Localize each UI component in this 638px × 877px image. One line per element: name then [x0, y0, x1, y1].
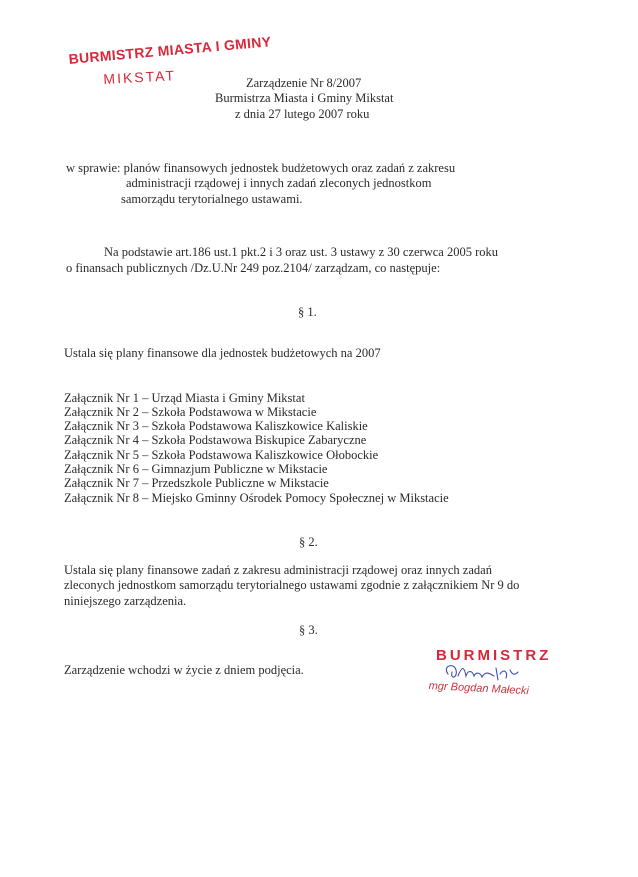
attachment-item: Załącznik Nr 7 – Przedszkole Publiczne w Mikstacie: [64, 476, 329, 490]
subject-line-3: samorządu terytorialnego ustawami.: [121, 192, 303, 206]
signature-stamp-title: BURMISTRZ: [436, 647, 552, 664]
subject-line-1: w sprawie: planów finansowych jednostek budżetowych oraz zadań z zakresu: [66, 161, 456, 175]
attachment-item: Załącznik Nr 8 – Miejsko Gminny Ośrodek Pomocy Społecznej w Mikstacie: [64, 491, 449, 505]
stamp-town-name: MIKSTAT: [103, 67, 177, 87]
signatory-name: mgr Bogdan Małecki: [428, 680, 530, 698]
attachment-item: Załącznik Nr 3 – Szkoła Podstawowa Kaliszkowice Kaliskie: [64, 419, 368, 433]
document-number: Zarządzenie Nr 8/2007: [246, 76, 362, 90]
attachment-item: Załącznik Nr 6 – Gimnazjum Publiczne w Mikstacie: [64, 462, 328, 476]
section-1-intro: Ustala się plany finansowe dla jednostek budżetowych na 2007: [64, 346, 381, 360]
attachment-item: Załącznik Nr 2 – Szkoła Podstawowa w Mikstacie: [64, 405, 317, 419]
section-2-line-3: niniejszego zarządzenia.: [64, 594, 187, 608]
section-1-heading: § 1.: [298, 305, 317, 319]
section-2-line-1: Ustala się plany finansowe zadań z zakresu administracji rządowej oraz innych zadań: [64, 563, 492, 577]
basis-line-1: Na podstawie art.186 ust.1 pkt.2 i 3 oraz ust. 3 ustawy z 30 czerwca 2005 roku: [104, 245, 499, 259]
section-3-text: Zarządzenie wchodzi w życie z dniem podjęcia.: [64, 663, 304, 677]
attachment-item: Załącznik Nr 4 – Szkoła Podstawowa Biskupice Zabaryczne: [64, 433, 367, 447]
subject-line-2: administracji rządowej i innych zadań zleconych jednostkom: [126, 176, 432, 190]
document-issuer: Burmistrza Miasta i Gminy Mikstat: [215, 91, 394, 105]
section-2-line-2: zleconych jednostkom samorządu terytorialnego ustawami zgodnie z załącznikiem Nr 9 do: [64, 578, 520, 592]
document-date: z dnia 27 lutego 2007 roku: [235, 107, 370, 121]
basis-line-2: o finansach publicznych /Dz.U.Nr 249 poz.2104/ zarządzam, co następuje:: [66, 261, 441, 275]
attachment-item: Załącznik Nr 1 – Urząd Miasta i Gminy Mikstat: [64, 391, 305, 405]
section-3-heading: § 3.: [299, 623, 318, 637]
attachment-item: Załącznik Nr 5 – Szkoła Podstawowa Kaliszkowice Ołobockie: [64, 448, 379, 462]
stamp-office-name: BURMISTRZ MIASTA I GMINY: [68, 33, 272, 67]
section-2-heading: § 2.: [299, 535, 318, 549]
